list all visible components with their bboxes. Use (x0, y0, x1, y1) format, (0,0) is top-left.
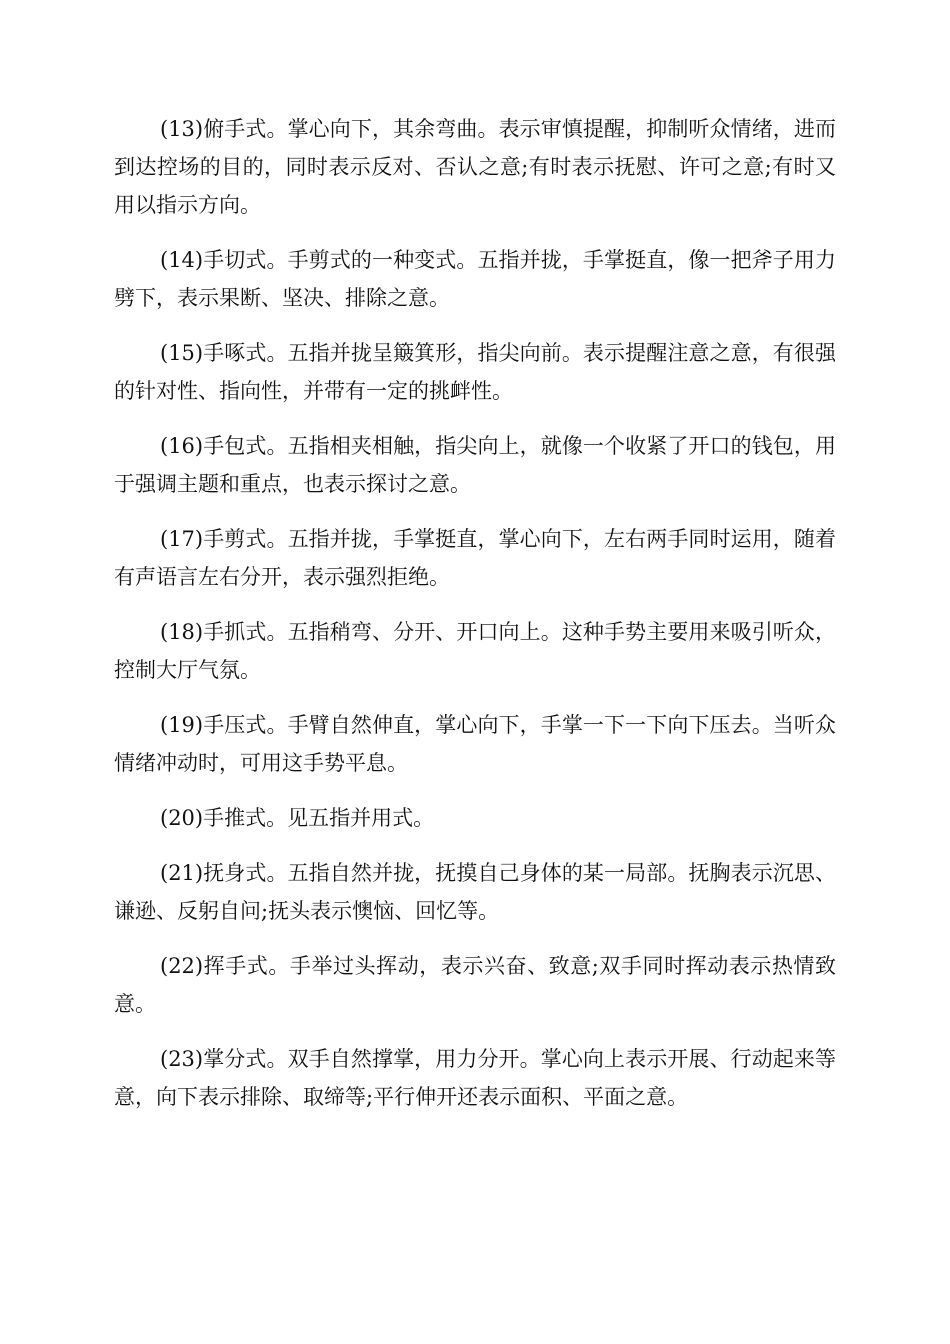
paragraph-22: (22)挥手式。手举过头挥动，表示兴奋、致意;双手同时挥动表示热情致意。 (114, 954, 836, 1016)
paragraph-18: (18)手抓式。五指稍弯、分开、开口向上。这种手势主要用来吸引听众，控制大厅气氛。 (114, 620, 836, 682)
paragraph-16: (16)手包式。五指相夹相触，指尖向上，就像一个收紧了开口的钱包，用于强调主题和重点，也表示探讨之意。 (114, 434, 836, 496)
document-body (114, 110, 836, 1133)
paragraph-14: (14)手切式。手剪式的一种变式。五指并拢，手掌挺直，像一把斧子用力劈下，表示果断、坚决、排除之意。 (114, 248, 836, 310)
paragraph-19: (19)手压式。手臂自然伸直，掌心向下，手掌一下一下向下压去。当听众情绪冲动时，可用这手势平息。 (114, 713, 836, 775)
paragraph-21: (21)抚身式。五指自然并拢，抚摸自己身体的某一局部。抚胸表示沉思、谦逊、反躬自问;抚头表示懊恼、回忆等。 (114, 861, 836, 923)
paragraph-23: (23)掌分式。双手自然撑掌，用力分开。掌心向上表示开展、行动起来等意，向下表示排除、取缔等;平行伸开还表示面积、平面之意。 (114, 1047, 836, 1109)
paragraph-20: (20)手推式。见五指并用式。 (160, 806, 435, 830)
paragraph-17: (17)手剪式。五指并拢，手掌挺直，掌心向下，左右两手同时运用，随着有声语言左右分开，表示强烈拒绝。 (114, 527, 836, 589)
paragraph-15: (15)手啄式。五指并拢呈簸箕形，指尖向前。表示提醒注意之意，有很强的针对性、指向性，并带有一定的挑衅性。 (114, 341, 836, 403)
paragraph-13: (13)俯手式。掌心向下，其余弯曲。表示审慎提醒，抑制听众情绪，进而到达控场的目的，同时表示反对、否认之意;有时表示抚慰、许可之意;有时又用以指示方向。 (114, 117, 836, 217)
